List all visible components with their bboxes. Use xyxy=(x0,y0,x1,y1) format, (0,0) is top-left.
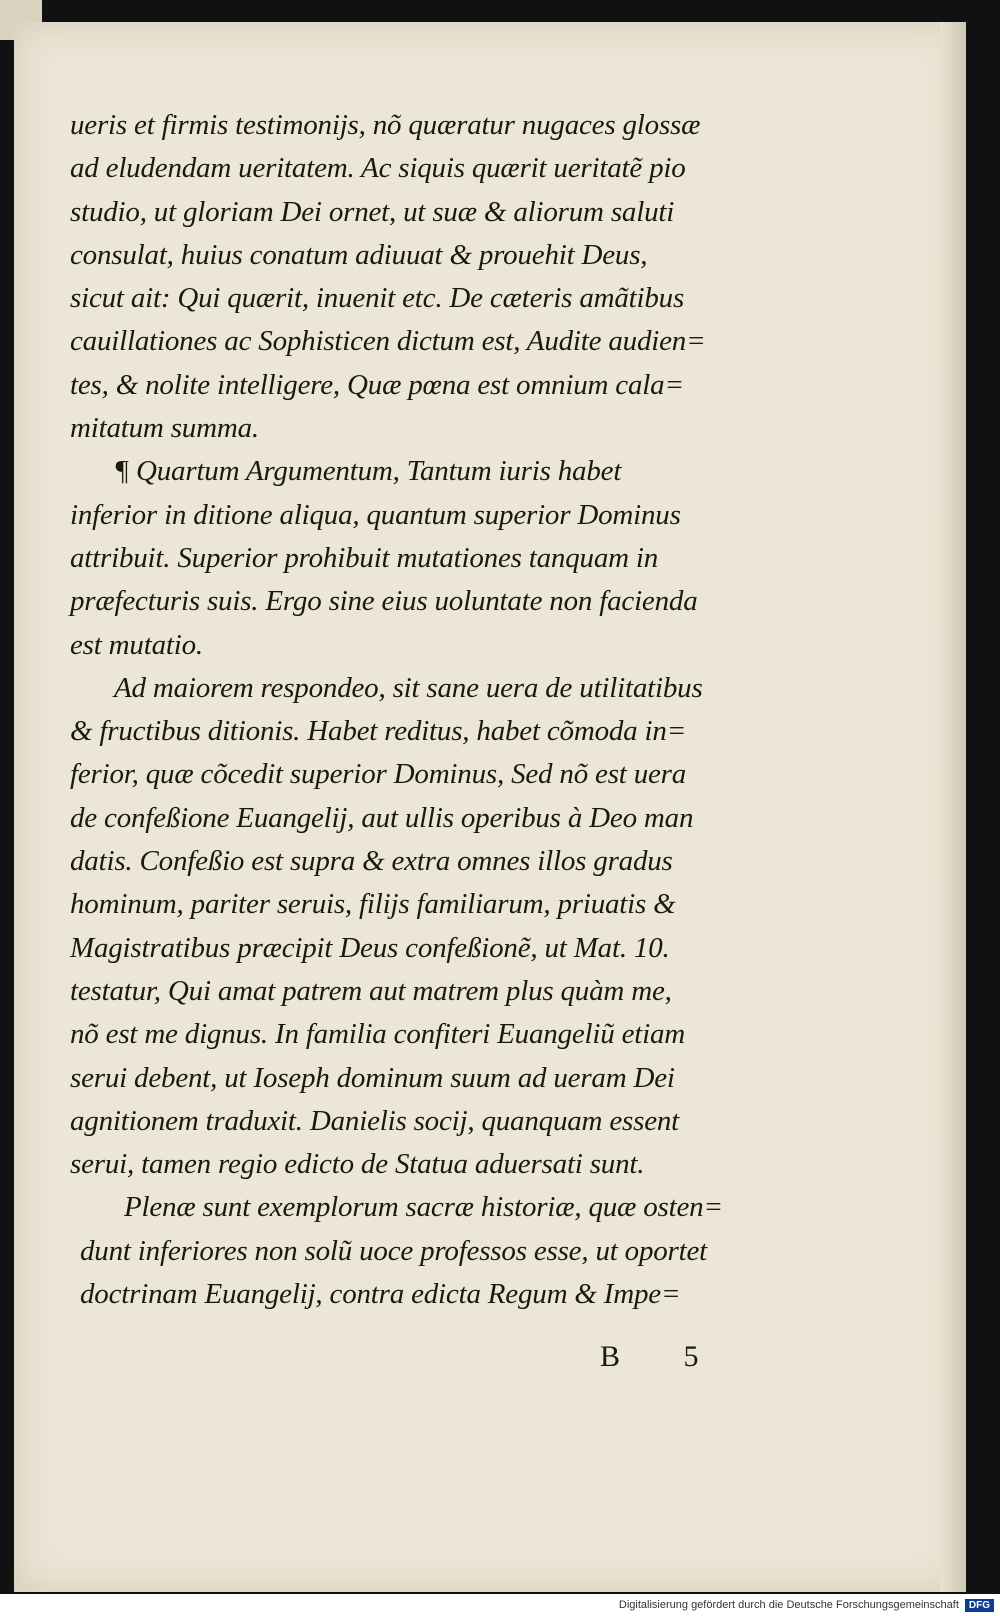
signature-mark: B 5 xyxy=(600,1340,727,1373)
text-line: Plenæ sunt exemplorum sacræ historiæ, quæ osten= xyxy=(124,1191,723,1224)
footer-credit: Digitalisierung gefördert durch die Deutsche Forschungsgemeinschaft xyxy=(618,1599,959,1611)
text-line: cauillationes ac Sophisticen dictum est, Audite audien= xyxy=(70,325,706,358)
text-line: doctrinam Euangelij, contra edicta Regum & Impe= xyxy=(80,1278,681,1311)
text-line: studio, ut gloriam Dei ornet, ut suæ & aliorum saluti xyxy=(70,195,675,228)
text-line: testatur, Qui amat patrem aut matrem plus quàm me, xyxy=(70,974,672,1007)
text-line: datis. Confeßio est supra & extra omnes illos gradus xyxy=(70,845,673,878)
footer-bar xyxy=(0,1594,1000,1616)
text-line: de confeßione Euangelij, aut ullis operibus à Deo man xyxy=(70,801,694,834)
text-line: est mutatio. xyxy=(70,628,203,661)
dfg-logo: DFG xyxy=(965,1599,994,1612)
text-line: Ad maiorem respondeo, sit sane uera de utilitatibus xyxy=(114,671,703,704)
text-line: inferior in ditione aliqua, quantum superior Dominus xyxy=(70,498,681,531)
text-line: mitatum summa. xyxy=(70,412,259,445)
text-line: attribuit. Superior prohibuit mutationes tanquam in xyxy=(70,541,659,574)
text-line: sicut ait: Qui quærit, inuenit etc. De cæteris amãtibus xyxy=(70,282,685,315)
text-line: hominum, pariter seruis, filijs familiarum, priuatis & xyxy=(70,888,676,921)
text-line: præfecturis suis. Ergo sine eius uoluntate non facienda xyxy=(70,585,698,618)
text-line: ueris et firmis testimonijs, nõ quæratur nugaces glossæ xyxy=(70,109,701,141)
text-line: agnitionem traduxit. Danielis socij, quanquam essent xyxy=(70,1104,680,1137)
page-text xyxy=(70,104,810,1316)
text-line: nõ est me dignus. In familia confiteri Euangeliũ etiam xyxy=(70,1018,686,1051)
text-line: ad eludendam ueritatem. Ac siquis quærit ueritatẽ pio xyxy=(70,152,686,185)
text-line: & fructibus ditionis. Habet reditus, habet cõmoda in= xyxy=(70,715,687,748)
text-line: ferior, quæ cõcedit superior Dominus, Sed nõ est uera xyxy=(70,758,687,791)
text-line: serui, tamen regio edicto de Statua aduersati sunt. xyxy=(70,1148,645,1181)
text-line: ¶ Quartum Argumentum, Tantum iuris habet xyxy=(114,455,622,488)
text-line: dunt inferiores non solũ uoce professos esse, ut oportet xyxy=(80,1234,708,1267)
text-line: tes, & nolite intelligere, Quæ pœna est omnium cala= xyxy=(70,368,684,401)
text-line: Magistratibus præcipit Deus confeßionẽ, ut Mat. 10. xyxy=(70,931,670,964)
page-fore-edge xyxy=(940,22,966,1592)
text-line: serui debent, ut Ioseph dominum suum ad ueram Dei xyxy=(70,1061,675,1094)
text-line: consulat, huius conatum adiuuat & prouehit Deus, xyxy=(70,238,648,271)
